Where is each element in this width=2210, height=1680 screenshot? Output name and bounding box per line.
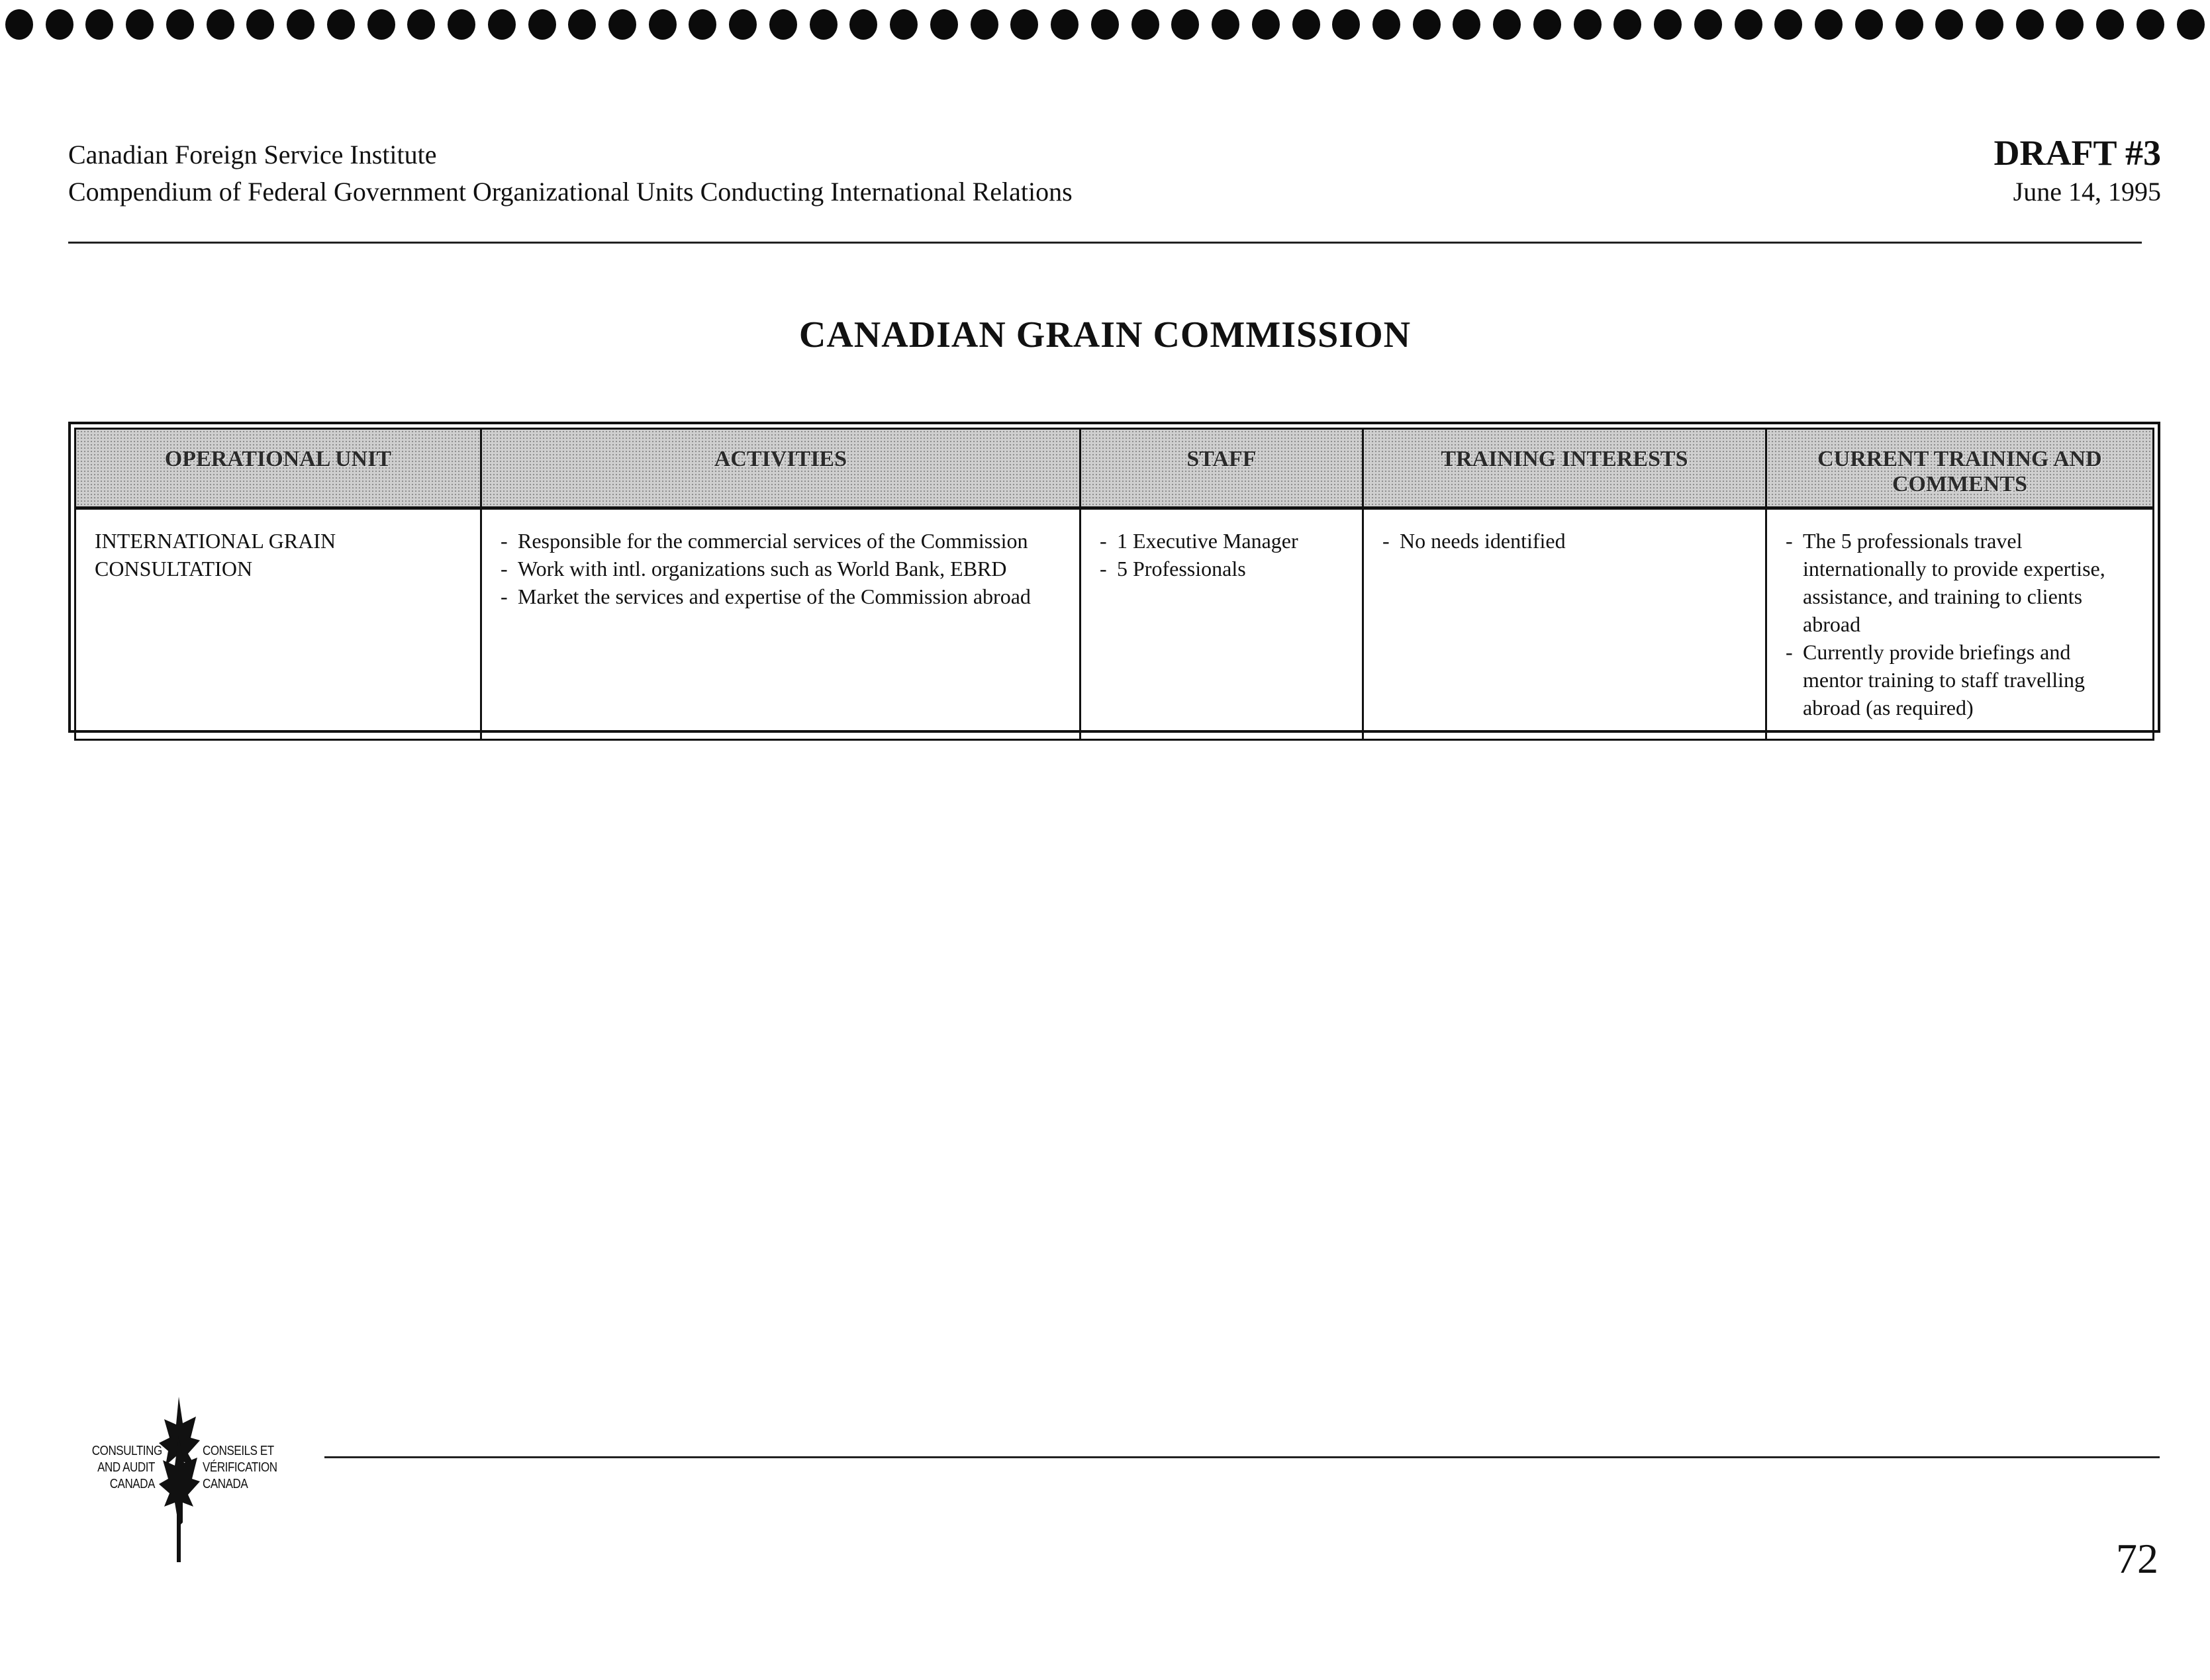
binding-hole-icon bbox=[890, 9, 918, 40]
cell-activities bbox=[481, 508, 1081, 740]
logo-text-english bbox=[91, 1443, 162, 1493]
logo-text-line: CANADA bbox=[109, 1477, 155, 1491]
logo-text-line: VÉRIFICATION bbox=[203, 1460, 277, 1475]
column-header-operational-unit: OPERATIONAL UNIT bbox=[75, 429, 481, 508]
binding-hole-icon bbox=[1332, 9, 1360, 40]
binding-hole-icon bbox=[1574, 9, 1602, 40]
binding-hole-icon bbox=[1051, 9, 1079, 40]
binding-hole-icon bbox=[2137, 9, 2164, 40]
binding-hole-icon bbox=[1453, 9, 1480, 40]
binding-holes bbox=[0, 9, 2210, 46]
comment-item: - The 5 professionals travel internationally to provide expertise, assistance, and training to clients abroad bbox=[1786, 527, 2134, 638]
binding-hole-icon bbox=[689, 9, 716, 40]
binding-hole-icon bbox=[1010, 9, 1038, 40]
binding-hole-icon bbox=[2016, 9, 2044, 40]
binding-hole-icon bbox=[2096, 9, 2124, 40]
binding-hole-icon bbox=[166, 9, 194, 40]
binding-hole-icon bbox=[930, 9, 958, 40]
binding-hole-icon bbox=[528, 9, 556, 40]
header-divider bbox=[68, 242, 2142, 244]
table-row bbox=[75, 508, 2154, 740]
binding-hole-icon bbox=[1413, 9, 1441, 40]
compendium-title: Compendium of Federal Government Organizational Units Conducting International Relations bbox=[68, 177, 1073, 207]
activity-item: - Market the services and expertise of the Commission abroad bbox=[501, 583, 1061, 610]
logo-text-line: CONSEILS ET bbox=[203, 1444, 274, 1458]
binding-hole-icon bbox=[1252, 9, 1280, 40]
binding-hole-icon bbox=[1976, 9, 2003, 40]
comment-item: - Currently provide briefings and mentor training to staff travelling abroad (as required) bbox=[1786, 638, 2134, 722]
staff-item: - 1 Executive Manager bbox=[1100, 527, 1343, 555]
binding-hole-icon bbox=[2056, 9, 2084, 40]
document-header-right bbox=[1994, 131, 2161, 209]
binding-hole-icon bbox=[1654, 9, 1682, 40]
binding-hole-icon bbox=[448, 9, 475, 40]
binding-hole-icon bbox=[1372, 9, 1400, 40]
binding-hole-icon bbox=[1694, 9, 1722, 40]
binding-hole-icon bbox=[769, 9, 797, 40]
cell-training-interests bbox=[1363, 508, 1766, 740]
binding-hole-icon bbox=[1774, 9, 1802, 40]
column-header-staff: STAFF bbox=[1081, 429, 1363, 508]
activity-item: - Work with intl. organizations such as World Bank, EBRD bbox=[501, 555, 1061, 583]
binding-hole-icon bbox=[1091, 9, 1119, 40]
binding-hole-icon bbox=[1935, 9, 1963, 40]
cell-operational-unit bbox=[75, 508, 481, 740]
binding-hole-icon bbox=[849, 9, 877, 40]
cell-staff bbox=[1081, 508, 1363, 740]
binding-hole-icon bbox=[1815, 9, 1843, 40]
binding-hole-icon bbox=[1131, 9, 1159, 40]
column-header-training-interests: TRAINING INTERESTS bbox=[1363, 429, 1766, 508]
binding-hole-icon bbox=[207, 9, 234, 40]
page-number: 72 bbox=[2116, 1535, 2158, 1582]
footer-divider bbox=[324, 1456, 2160, 1458]
binding-hole-icon bbox=[1533, 9, 1561, 40]
column-header-current-training: CURRENT TRAINING AND COMMENTS bbox=[1766, 429, 2154, 508]
column-header-activities: ACTIVITIES bbox=[481, 429, 1081, 508]
page-title: CANADIAN GRAIN COMMISSION bbox=[798, 314, 1412, 355]
logo-text-line: CANADA bbox=[203, 1477, 248, 1491]
unit-name-line: INTERNATIONAL GRAIN bbox=[95, 529, 336, 553]
binding-hole-icon bbox=[1493, 9, 1521, 40]
logo-text-line: CONSULTING bbox=[91, 1444, 162, 1458]
binding-hole-icon bbox=[1171, 9, 1199, 40]
logo-text-line: AND AUDIT bbox=[97, 1460, 155, 1475]
cell-current-training bbox=[1766, 508, 2154, 740]
logo-text-french bbox=[203, 1443, 287, 1493]
organization-table bbox=[68, 422, 2160, 733]
binding-hole-icon bbox=[971, 9, 998, 40]
binding-hole-icon bbox=[810, 9, 838, 40]
document-header-left bbox=[68, 136, 1073, 210]
institute-name: Canadian Foreign Service Institute bbox=[68, 140, 437, 169]
binding-hole-icon bbox=[5, 9, 33, 40]
maple-leaf-logo-icon bbox=[159, 1397, 200, 1562]
binding-hole-icon bbox=[729, 9, 757, 40]
binding-hole-icon bbox=[287, 9, 314, 40]
table-header-row bbox=[75, 429, 2154, 508]
binding-hole-icon bbox=[488, 9, 516, 40]
binding-hole-icon bbox=[126, 9, 154, 40]
binding-hole-icon bbox=[85, 9, 113, 40]
binding-hole-icon bbox=[1613, 9, 1641, 40]
binding-hole-icon bbox=[1292, 9, 1320, 40]
binding-hole-icon bbox=[2177, 9, 2205, 40]
binding-hole-icon bbox=[327, 9, 355, 40]
binding-hole-icon bbox=[608, 9, 636, 40]
draft-label: DRAFT #3 bbox=[1994, 133, 2161, 173]
binding-hole-icon bbox=[649, 9, 677, 40]
draft-date: June 14, 1995 bbox=[2013, 177, 2161, 207]
training-interest-item: - No needs identified bbox=[1382, 527, 1747, 555]
binding-hole-icon bbox=[1735, 9, 1762, 40]
binding-hole-icon bbox=[1896, 9, 1923, 40]
binding-hole-icon bbox=[367, 9, 395, 40]
consulting-audit-canada-logo bbox=[81, 1397, 293, 1562]
binding-hole-icon bbox=[246, 9, 274, 40]
staff-item: - 5 Professionals bbox=[1100, 555, 1343, 583]
activity-item: - Responsible for the commercial services of the Commission bbox=[501, 527, 1061, 555]
binding-hole-icon bbox=[1855, 9, 1883, 40]
binding-hole-icon bbox=[46, 9, 73, 40]
unit-name-line: CONSULTATION bbox=[95, 557, 253, 581]
binding-hole-icon bbox=[407, 9, 435, 40]
binding-hole-icon bbox=[1212, 9, 1239, 40]
binding-hole-icon bbox=[568, 9, 596, 40]
